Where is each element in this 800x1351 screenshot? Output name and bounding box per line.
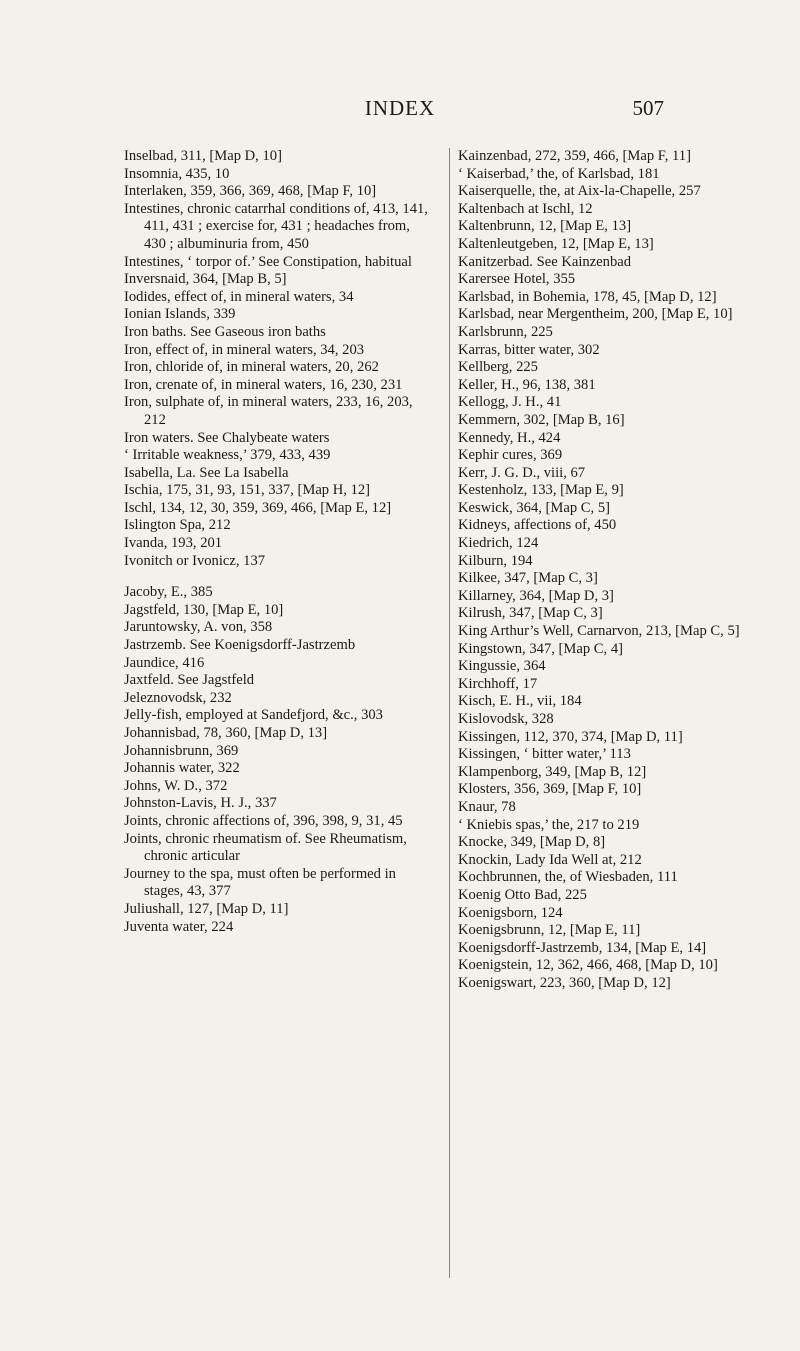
index-entry: Juventa water, 224 <box>124 918 234 935</box>
index-entry: Keller, H., 96, 138, 381 <box>458 376 596 393</box>
index-entry: Knockin, Lady Ida Well at, 212 <box>458 851 642 868</box>
index-entry: Kingstown, 347, [Map C, 4] <box>458 640 623 657</box>
page-title: INDEX <box>364 96 436 120</box>
index-entry: Kaltenleutgeben, 12, [Map E, 13] <box>458 235 654 252</box>
index-entry: Kissingen, ‘ bitter water,’ 113 <box>458 746 631 763</box>
index-entry: Kirchhoff, 17 <box>458 675 538 692</box>
index-entry: Koenigsbrunn, 12, [Map E, 11] <box>458 922 641 939</box>
index-entry: Knaur, 78 <box>458 798 516 815</box>
index-entry: Iron, chloride of, in mineral waters, 20, 262 <box>124 359 379 376</box>
index-entry: Ivanda, 193, 201 <box>124 535 223 552</box>
column-divider <box>449 148 450 1278</box>
index-entry: Iron waters. See Chalybeate waters <box>124 429 330 446</box>
index-entry: Isabella, La. See La Isabella <box>124 464 289 481</box>
index-entry: Kisch, E. H., vii, 184 <box>458 693 582 710</box>
index-entry: Kerr, J. G. D., viii, 67 <box>458 464 586 481</box>
index-entry: Intestines, ‘ torpor of.’ See Constipation, habitual <box>124 253 412 270</box>
index-entry: Kilrush, 347, [Map C, 3] <box>458 605 603 622</box>
index-entry: Koenigsborn, 124 <box>458 904 563 921</box>
index-entry: Kidneys, affections of, 450 <box>458 517 617 534</box>
index-entry: Kestenholz, 133, [Map E, 9] <box>458 482 624 499</box>
index-entry: Karersee Hotel, 355 <box>458 271 576 288</box>
index-entry: Karlsbad, near Mergentheim, 200, [Map E, 10] <box>458 306 733 323</box>
index-entry: Karlsbad, in Bohemia, 178, 45, [Map D, 12] <box>458 288 717 305</box>
index-column-right <box>458 148 768 993</box>
index-entry: Ischl, 134, 12, 30, 359, 369, 466, [Map E, 12] <box>124 499 392 516</box>
index-entry: Journey to the spa, must often be performed in stages, 43, 377 <box>124 865 396 900</box>
index-entry: Kephir cures, 369 <box>458 447 563 464</box>
index-entry: Jastrzemb. See Koenigsdorff-Jastrzemb <box>124 637 356 654</box>
index-entry: Jelly-fish, employed at Sandefjord, &c., 303 <box>124 707 383 724</box>
index-entry: Intestines, chronic catarrhal conditions of, 413, 141, 411, 431 ; exercise for, 431 ; headaches from, 430 ; albuminuria from, 450 <box>124 200 428 252</box>
index-entry: Juliushall, 127, [Map D, 11] <box>124 900 289 917</box>
index-entry: Kennedy, H., 424 <box>458 429 561 446</box>
index-entry: Koenigsdorff-Jastrzemb, 134, [Map E, 14] <box>458 939 707 956</box>
index-entry: Ivonitch or Ivonicz, 137 <box>124 552 266 569</box>
index-entry: Koenigstein, 12, 362, 466, 468, [Map D, 10] <box>458 957 718 974</box>
index-entry: Jagstfeld, 130, [Map E, 10] <box>124 601 284 618</box>
index-entry: Jaruntowsky, A. von, 358 <box>124 619 273 636</box>
index-entry: ‘ Irritable weakness,’ 379, 433, 439 <box>124 447 331 464</box>
index-entry: King Arthur’s Well, Carnarvon, 213, [Map C, 5] <box>458 623 740 640</box>
index-entry: Kaltenbach at Ischl, 12 <box>458 200 593 217</box>
index-entry: Kingussie, 364 <box>458 658 546 675</box>
page-header <box>0 96 800 126</box>
index-entry: Islington Spa, 212 <box>124 517 231 534</box>
index-entry: Kellogg, J. H., 41 <box>458 394 562 411</box>
index-entry: Inselbad, 311, [Map D, 10] <box>124 148 282 164</box>
index-entry: Koenigswart, 223, 360, [Map D, 12] <box>458 974 671 991</box>
index-entry: Insomnia, 435, 10 <box>124 165 230 182</box>
index-entry: Karlsbrunn, 225 <box>458 323 553 340</box>
index-entry: Jeleznovodsk, 232 <box>124 689 232 706</box>
index-entry: Joints, chronic affections of, 396, 398, 9, 31, 45 <box>124 812 403 829</box>
index-entry: Kemmern, 302, [Map B, 16] <box>458 411 625 428</box>
index-entry: Kellberg, 225 <box>458 359 538 376</box>
index-entry: Kissingen, 112, 370, 374, [Map D, 11] <box>458 728 683 745</box>
index-entry: Kainzenbad, 272, 359, 466, [Map F, 11] <box>458 148 691 164</box>
index-entry: Johnston-Lavis, H. J., 337 <box>124 795 277 812</box>
index-entry: Johannis water, 322 <box>124 760 240 777</box>
index-entry: Iron, sulphate of, in mineral waters, 233, 16, 203, 212 <box>124 394 413 428</box>
page-number: 507 <box>632 96 664 120</box>
index-entry: Killarney, 364, [Map D, 3] <box>458 587 614 604</box>
index-entry: Kochbrunnen, the, of Wiesbaden, 111 <box>458 869 678 886</box>
index-entry: Inversnaid, 364, [Map B, 5] <box>124 271 287 288</box>
index-column-left <box>124 148 434 936</box>
section-gap <box>124 570 434 584</box>
index-entry: Johns, W. D., 372 <box>124 777 228 794</box>
index-entry: Jaundice, 416 <box>124 654 205 671</box>
index-entry: Iodides, effect of, in mineral waters, 34 <box>124 288 354 305</box>
index-entry: Kilburn, 194 <box>458 552 533 569</box>
index-entry: Jacoby, E., 385 <box>124 584 213 601</box>
index-entry: Kaiserquelle, the, at Aix-la-Chapelle, 257 <box>458 183 701 200</box>
index-entry: Kilkee, 347, [Map C, 3] <box>458 570 598 587</box>
index-entry: Iron, effect of, in mineral waters, 34, 203 <box>124 341 365 358</box>
index-entry: Koenig Otto Bad, 225 <box>458 886 587 903</box>
index-entry: Joints, chronic rheumatism of. See Rheumatism, chronic articular <box>124 830 407 865</box>
index-entry: Keswick, 364, [Map C, 5] <box>458 499 610 516</box>
index-entry: Iron, crenate of, in mineral waters, 16, 230, 231 <box>124 376 403 393</box>
index-entry: Kaltenbrunn, 12, [Map E, 13] <box>458 218 632 235</box>
index-entry: Klosters, 356, 369, [Map F, 10] <box>458 781 642 798</box>
index-entry: Klampenborg, 349, [Map B, 12] <box>458 763 647 780</box>
index-entry: Ionian Islands, 339 <box>124 306 236 323</box>
index-entry: ‘ Kaiserbad,’ the, of Karlsbad, 181 <box>458 165 660 182</box>
index-entry: ‘ Kniebis spas,’ the, 217 to 219 <box>458 816 640 833</box>
index-entry: Karras, bitter water, 302 <box>458 341 600 358</box>
index-entry: Knocke, 349, [Map D, 8] <box>458 834 606 851</box>
index-entry: Johannisbrunn, 369 <box>124 742 239 759</box>
index-entry: Johannisbad, 78, 360, [Map D, 13] <box>124 725 328 741</box>
index-entry: Kanitzerbad. See Kainzenbad <box>458 253 632 270</box>
index-entry: Kislovodsk, 328 <box>458 711 554 727</box>
index-entry: Ischia, 175, 31, 93, 151, 337, [Map H, 12] <box>124 482 371 499</box>
index-entry: Jaxtfeld. See Jagstfeld <box>124 672 255 689</box>
index-entry: Iron baths. See Gaseous iron baths <box>124 323 326 340</box>
index-entry: Interlaken, 359, 366, 369, 468, [Map F, 10] <box>124 183 377 200</box>
index-entry: Kiedrich, 124 <box>458 535 539 552</box>
